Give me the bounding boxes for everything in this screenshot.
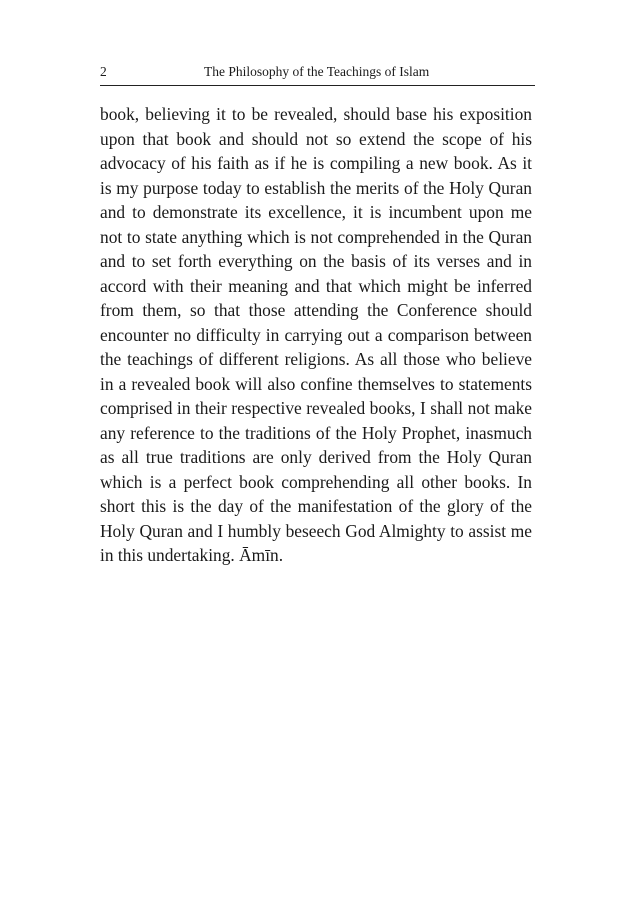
header-rule	[100, 85, 535, 86]
page-header	[100, 62, 534, 82]
page-number: 2	[100, 64, 107, 79]
body-paragraph: book, believing it to be revealed, should base his exposition upon that book and should not so extend the scope of his advocacy of his faith as if he is compiling a new book. As it is my purpose today to establish the merits of the Holy Quran and to demonstrate its excellence, it is incumbent upon me not to state anything which is not comprehended in the Quran and to set forth everything on the basis of its verses and in accord with their meaning and that which might be inferred from them, so that those attending the Conference should encounter no difficulty in carrying out a comparison between the teachings of different religions. As all those who believe in a revealed book will also confine themselves to statements comprised in their respective revealed books, I shall not make any reference to the traditions of the Holy Prophet, inasmuch as all true traditions are only derived from the Holy Quran which is a perfect book comprehending all other books. In short this is the day of the manifestation of the glory of the Holy Quran and I humbly beseech God Almighty to assist me in this undertaking. Āmīn.	[100, 104, 532, 565]
running-title: The Philosophy of the Teachings of Islam	[204, 64, 430, 79]
